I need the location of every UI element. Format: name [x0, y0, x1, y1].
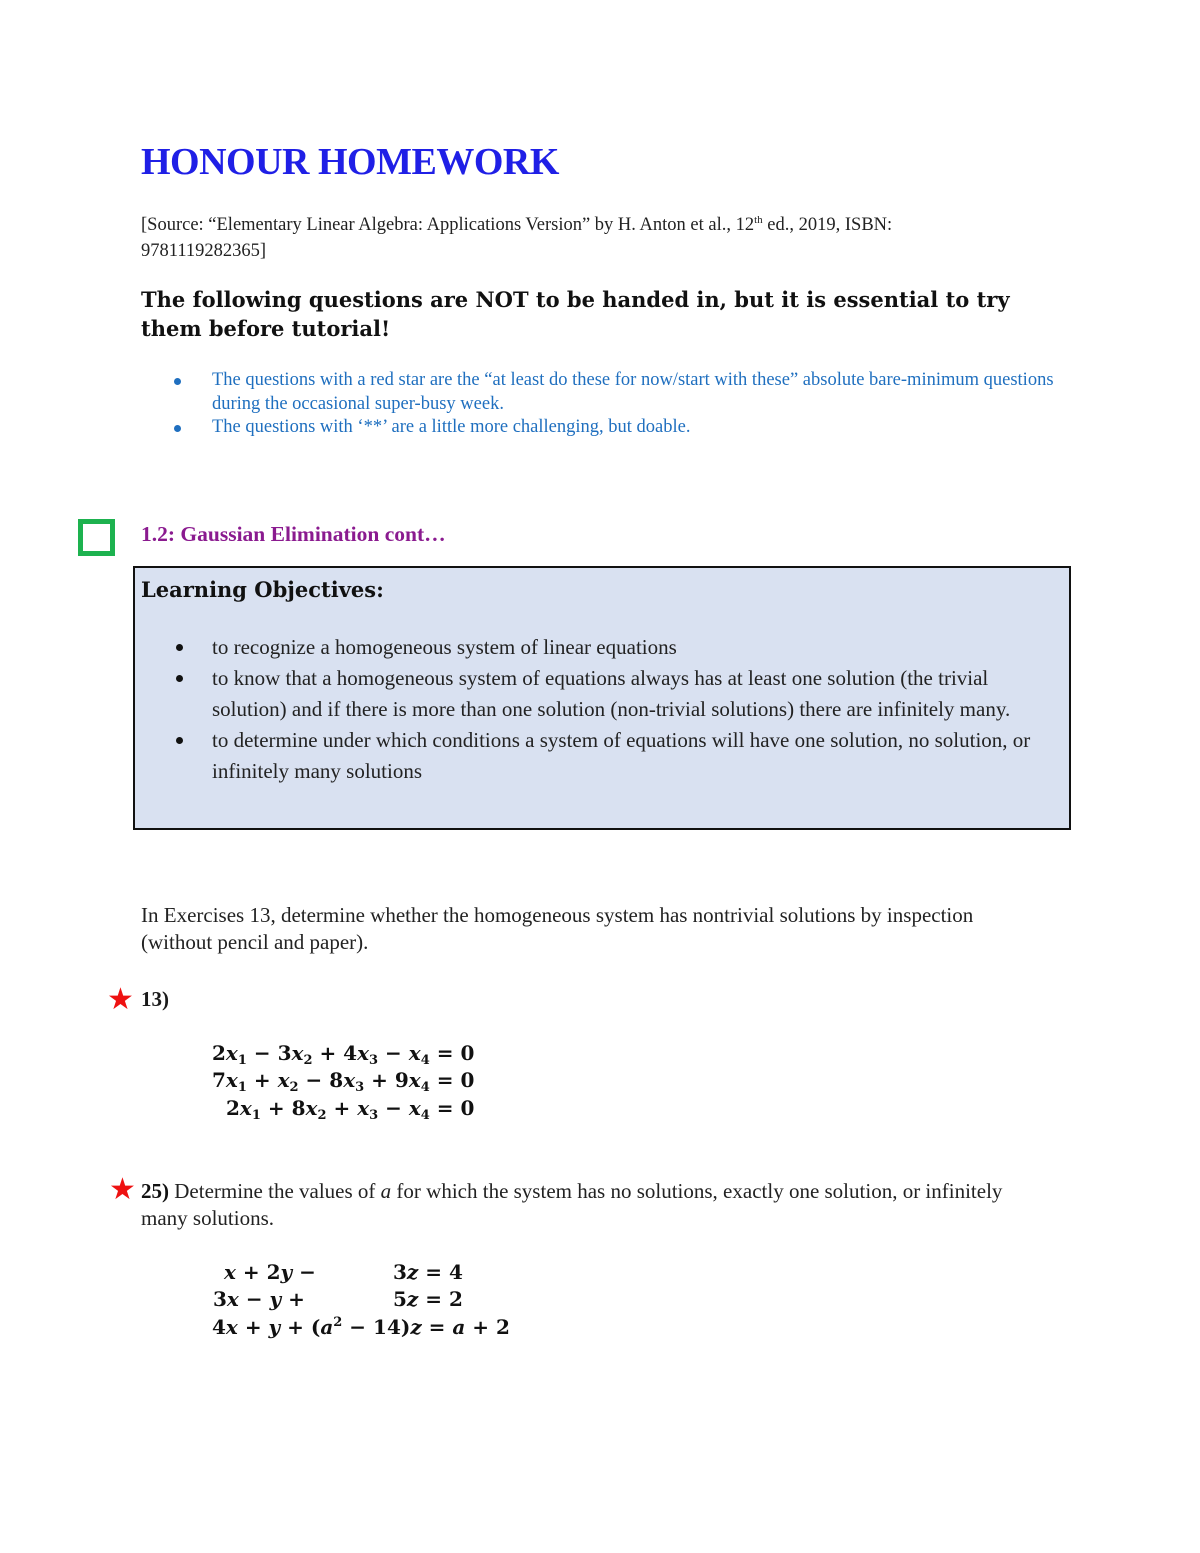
- bullet-icon: [174, 425, 181, 432]
- equation-13-2: $7x_1 + x_2 - 8x_3 + 9x_4 = 0$: [212, 1068, 475, 1095]
- red-star-icon: ★: [109, 1173, 136, 1206]
- red-star-icon: ★: [107, 983, 134, 1016]
- list-item: [174, 632, 1044, 663]
- bullet-icon: [176, 737, 183, 744]
- source-superscript: th: [754, 213, 763, 226]
- exercise-intro: In Exercises 13, determine whether the homogeneous system has nontrivial solutions by inspection (without pencil and paper).: [141, 903, 974, 954]
- question-25-text-end: for which the system has no solutions, exactly one solution, or infinitely many solutions.: [141, 1179, 1003, 1230]
- equation-13-1: $2x_1 - 3x_2 + 4x_3 - x_4 = 0$: [212, 1041, 475, 1068]
- page-title: HONOUR HOMEWORK: [141, 141, 559, 183]
- source-text-end: ed., 2019, ISBN: 9781119282365]: [141, 215, 893, 261]
- note-text: The questions with ‘**’ are a little more challenging, but doable.: [212, 417, 691, 437]
- bullet-icon: [174, 378, 181, 385]
- list-item: [174, 663, 1044, 725]
- question-25: [141, 1178, 1041, 1232]
- question-25-text: Determine the values of: [169, 1179, 381, 1203]
- objective-text: to know that a homogeneous system of equations always has at least one solution (the trivial solution) and if there is more than one solution (non-trivial solutions) there are infinitely many.: [212, 666, 1011, 721]
- equation-25-1-left: x + 2y −: [224, 1260, 316, 1284]
- source-citation: [141, 212, 971, 264]
- equation-13-3: $2x_1 + 8x_2 + x_3 - x_4 = 0$: [226, 1096, 475, 1123]
- notice-text: The following questions are NOT to be handed in, but it is essential to try them before tutorial!: [141, 287, 1010, 341]
- notes-list: [174, 369, 1054, 440]
- equation-25-1-right: 3z = 4: [393, 1260, 463, 1284]
- section-checkbox[interactable]: [78, 519, 115, 556]
- variable-a: a: [380, 1179, 392, 1203]
- question-25-label: 25): [141, 1179, 169, 1203]
- question-13-label: 13): [141, 987, 169, 1011]
- section-heading: 1.2: Gaussian Elimination cont…: [141, 522, 446, 546]
- objectives-list: [174, 632, 1044, 787]
- objective-text: to recognize a homogeneous system of linear equations: [212, 635, 677, 659]
- bullet-icon: [176, 675, 183, 682]
- list-item: [174, 725, 1044, 787]
- equation-25-2-right: 5z = 2: [393, 1287, 463, 1311]
- source-text: [Source: “Elementary Linear Algebra: Applications Version” by H. Anton et al., 12: [141, 215, 755, 235]
- list-item: [174, 369, 1054, 416]
- objective-text: to determine under which conditions a system of equations will have one solution, no solution, or infinitely many solutions: [212, 728, 1031, 783]
- note-text: The questions with a red star are the “at least do these for now/start with these” absolute bare-minimum questions during the occasional super-busy week.: [212, 370, 1054, 414]
- bullet-icon: [176, 644, 183, 651]
- equation-25-3: $4x + y + (a^2 - 14)z = a + 2$: [212, 1315, 510, 1339]
- list-item: [174, 416, 1054, 440]
- learning-objectives-title: Learning Objectives:: [141, 577, 384, 602]
- equation-25-2-left: 3x − y +: [213, 1287, 305, 1311]
